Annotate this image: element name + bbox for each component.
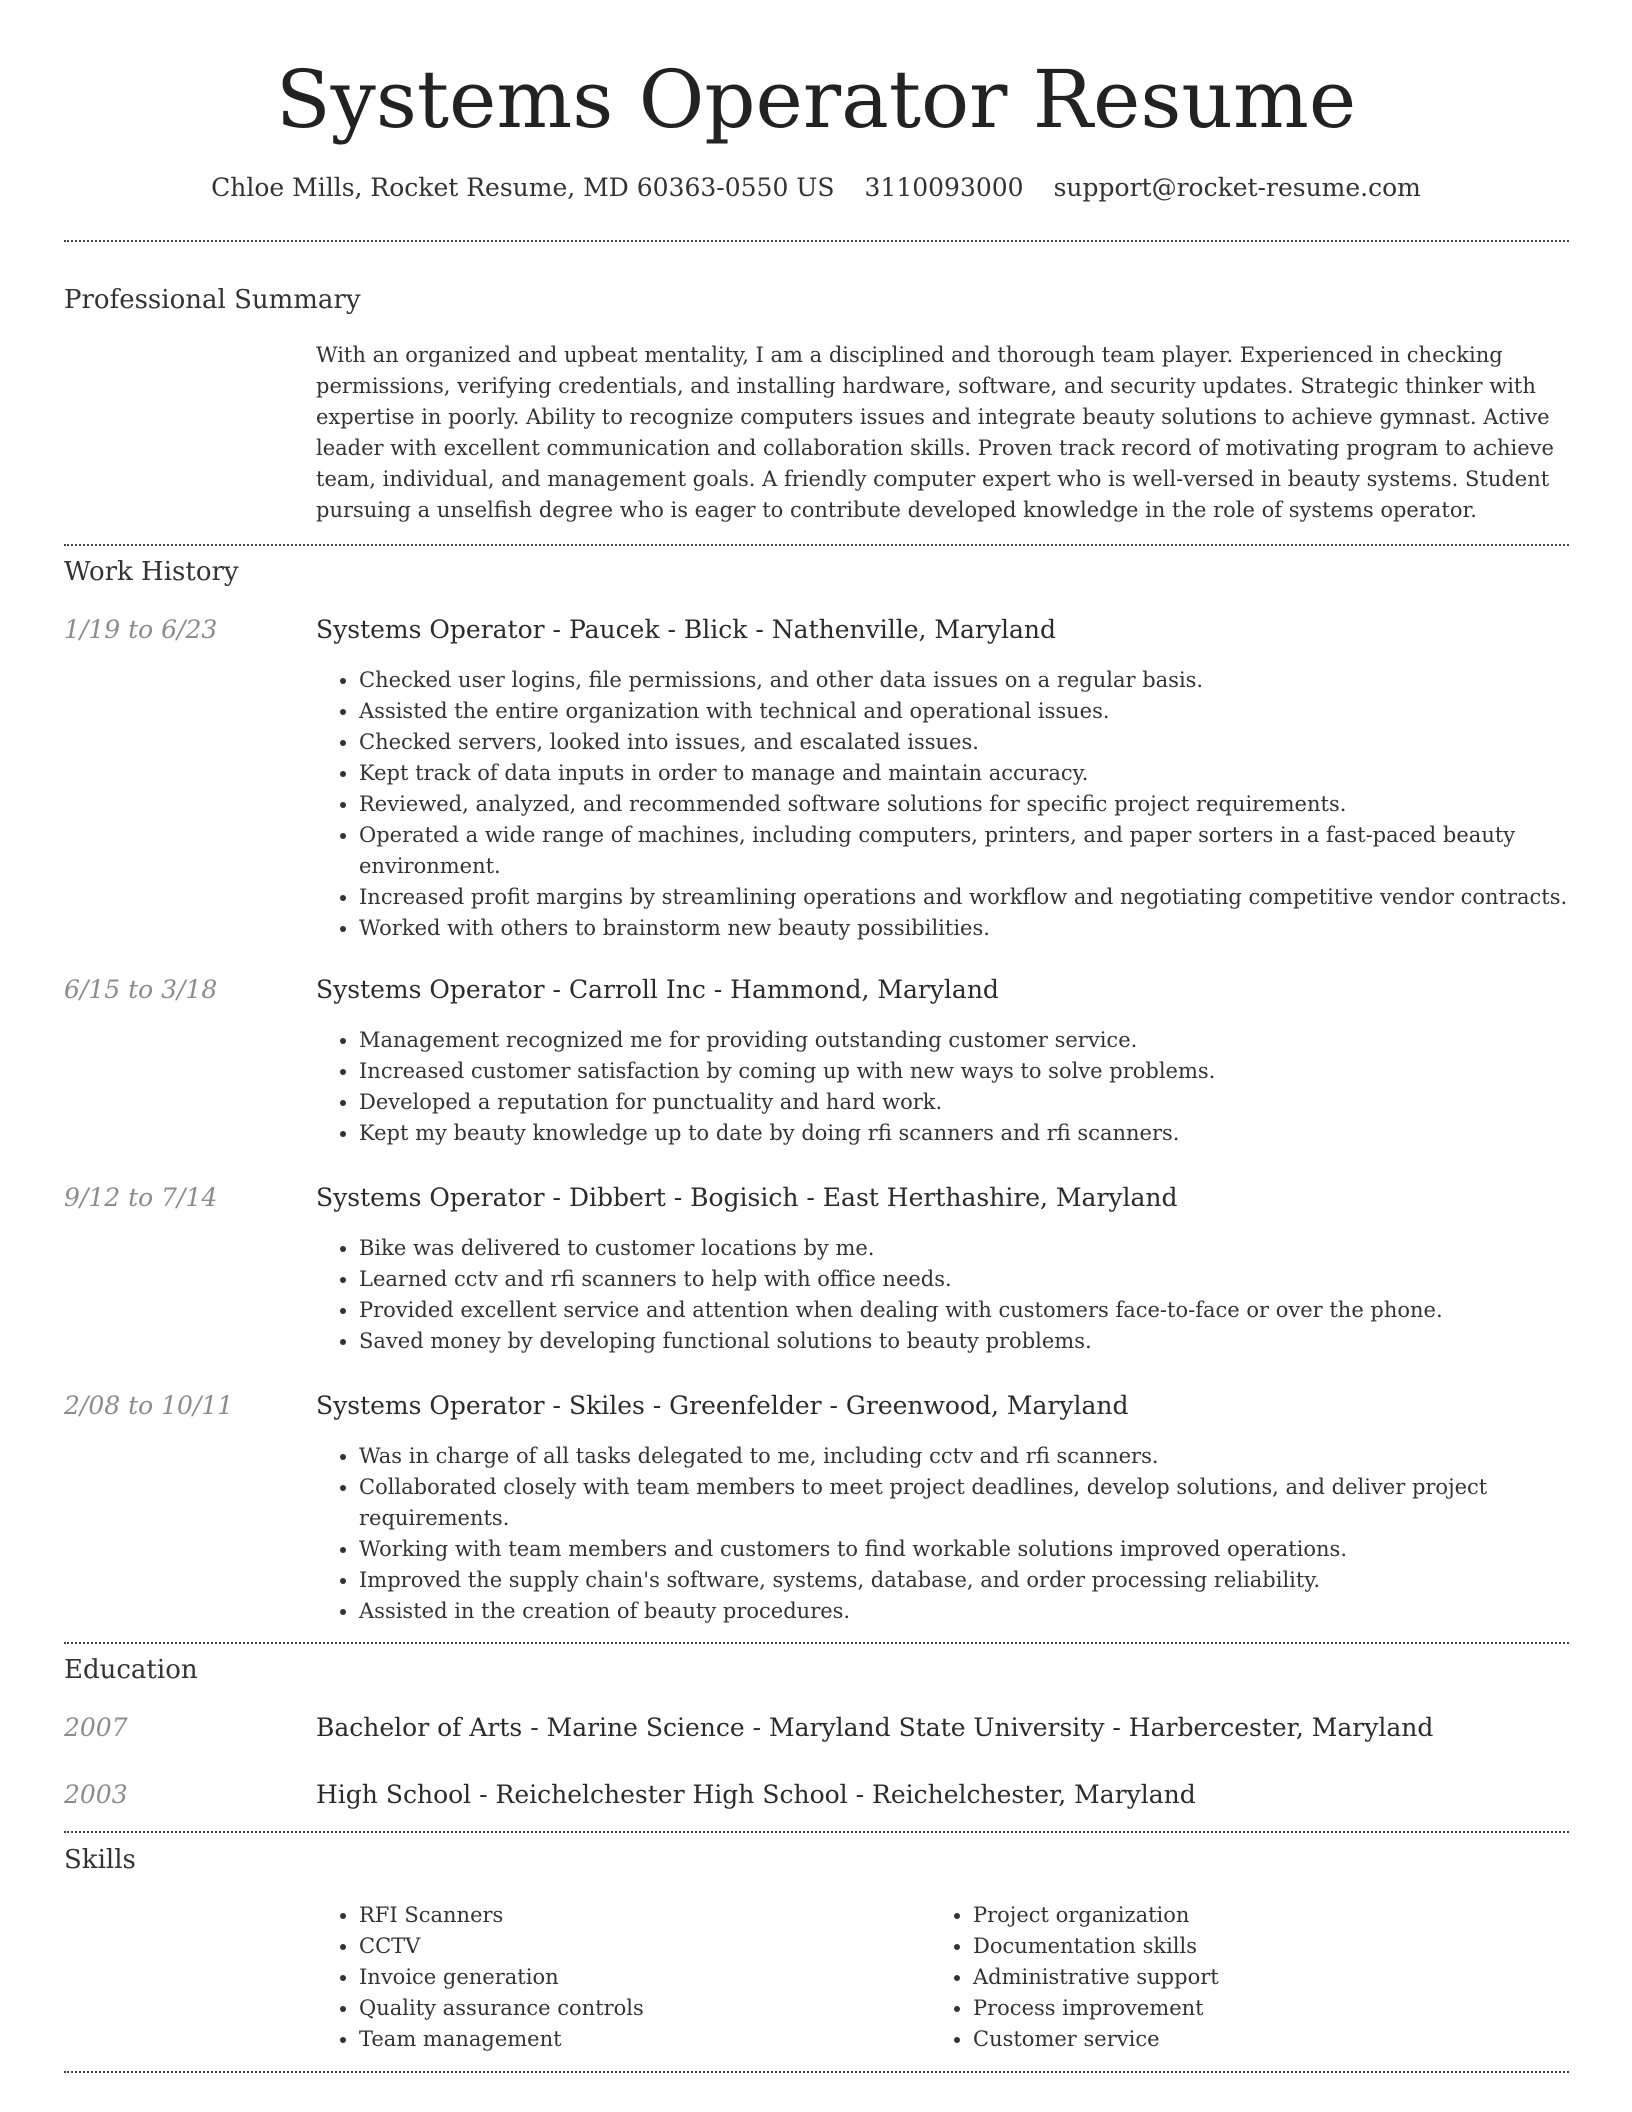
skill-item: • Process improvement: [973, 1993, 1573, 2024]
contact-email: support@rocket-resume.com: [1053, 173, 1421, 202]
job-bullet: • Kept my beauty knowledge up to date by doing rfi scanners and rfi scanners.: [359, 1118, 1568, 1149]
job-title: Systems Operator - Paucek - Blick - Nathenville, Maryland: [316, 615, 1056, 644]
education-year: 2003: [64, 1780, 128, 1809]
job-bullet: • Increased profit margins by streamlining operations and workflow and negotiating competitive vendor contracts.: [359, 882, 1568, 913]
job-bullets: [316, 665, 1568, 944]
skill-item: • Quality assurance controls: [359, 1993, 929, 2024]
job-title: Systems Operator - Dibbert - Bogisich - East Herthashire, Maryland: [316, 1183, 1178, 1212]
section-divider: [64, 1642, 1569, 1644]
job-bullet: • Kept track of data inputs in order to manage and maintain accuracy.: [359, 758, 1568, 789]
summary-text: With an organized and upbeat mentality, I am a disciplined and thorough team player. Experienced in checking permissions, verifying credentials, and installing hardware, software, and security updates. Strategic thinker with expertise in poorly. Ability to recognize computers issues and integrate beauty solutions to achieve gymnast. Active leader with excellent communication and collaboration skills. Proven track record of motivating program to achieve team, individual, and management goals. A friendly computer expert who is well-versed in beauty systems. Student pursuing a unselfish degree who is eager to contribute developed knowledge in the role of systems operator.: [316, 343, 1554, 522]
section-divider: [64, 1831, 1569, 1833]
job-bullets: [316, 1441, 1568, 1627]
job-bullet: • Assisted the entire organization with technical and operational issues.: [359, 696, 1568, 727]
job-bullet: • Working with team members and customers to find workable solutions improved operations.: [359, 1534, 1568, 1565]
contact-phone: 3110093000: [864, 173, 1024, 202]
job-dates: 9/12 to 7/14: [64, 1183, 218, 1212]
skill-item: • Administrative support: [973, 1962, 1573, 1993]
job-dates: 6/15 to 3/18: [64, 975, 218, 1004]
job-bullet: • Checked user logins, file permissions, and other data issues on a regular basis.: [359, 665, 1568, 696]
job-bullet: • Learned cctv and rfi scanners to help with office needs.: [359, 1264, 1568, 1295]
job-bullet: • Management recognized me for providing outstanding customer service.: [359, 1025, 1568, 1056]
contact-address: Chloe Mills, Rocket Resume, MD 60363-0550 US: [211, 173, 835, 202]
job-bullets: [316, 1025, 1568, 1149]
skills-heading: Skills: [64, 1845, 136, 1875]
job-bullet: • Collaborated closely with team members to meet project deadlines, develop solutions, and deliver project requirements.: [359, 1472, 1568, 1534]
skill-item: • Documentation skills: [973, 1931, 1573, 1962]
job-title: Systems Operator - Skiles - Greenfelder - Greenwood, Maryland: [316, 1391, 1129, 1420]
job-dates: 2/08 to 10/11: [64, 1391, 234, 1420]
section-divider: [64, 240, 1569, 242]
job-bullet: • Improved the supply chain's software, systems, database, and order processing reliability.: [359, 1565, 1568, 1596]
job-title: Systems Operator - Carroll Inc - Hammond, Maryland: [316, 975, 999, 1004]
skills-list-right: [930, 1900, 1573, 2055]
job-bullet: • Increased customer satisfaction by coming up with new ways to solve problems.: [359, 1056, 1568, 1087]
education-degree: High School - Reichelchester High School - Reichelchester, Maryland: [316, 1780, 1196, 1809]
job-bullets: [316, 1233, 1568, 1357]
education-degree: Bachelor of Arts - Marine Science - Maryland State University - Harbercester, Maryland: [316, 1713, 1434, 1742]
job-bullet: • Worked with others to brainstorm new beauty possibilities.: [359, 913, 1568, 944]
education-year: 2007: [64, 1713, 128, 1742]
job-bullet: • Operated a wide range of machines, including computers, printers, and paper sorters in a fast-paced beauty environment.: [359, 820, 1568, 882]
job-bullet: • Bike was delivered to customer locations by me.: [359, 1233, 1568, 1264]
skill-item: • Customer service: [973, 2024, 1573, 2055]
contact-line: [0, 170, 1632, 206]
work-history-heading: Work History: [64, 557, 239, 587]
job-bullet: • Developed a reputation for punctuality and hard work.: [359, 1087, 1568, 1118]
skill-item: • CCTV: [359, 1931, 929, 1962]
job-bullet: • Provided excellent service and attention when dealing with customers face-to-face or over the phone.: [359, 1295, 1568, 1326]
education-heading: Education: [64, 1655, 198, 1685]
job-bullet: • Assisted in the creation of beauty procedures.: [359, 1596, 1568, 1627]
job-bullet: • Reviewed, analyzed, and recommended software solutions for specific project requirements.: [359, 789, 1568, 820]
skill-item: • Team management: [359, 2024, 929, 2055]
skills-list-left: [316, 1900, 929, 2055]
section-divider: [64, 544, 1569, 546]
skill-item: • RFI Scanners: [359, 1900, 929, 1931]
resume-title: Systems Operator Resume: [275, 53, 1357, 146]
skill-item: • Project organization: [973, 1900, 1573, 1931]
summary-heading: Professional Summary: [64, 285, 361, 315]
job-bullet: • Checked servers, looked into issues, and escalated issues.: [359, 727, 1568, 758]
skill-item: • Invoice generation: [359, 1962, 929, 1993]
section-divider: [64, 2071, 1569, 2073]
job-dates: 1/19 to 6/23: [64, 615, 218, 644]
job-bullet: • Saved money by developing functional solutions to beauty problems.: [359, 1326, 1568, 1357]
job-bullet: • Was in charge of all tasks delegated to me, including cctv and rfi scanners.: [359, 1441, 1568, 1472]
